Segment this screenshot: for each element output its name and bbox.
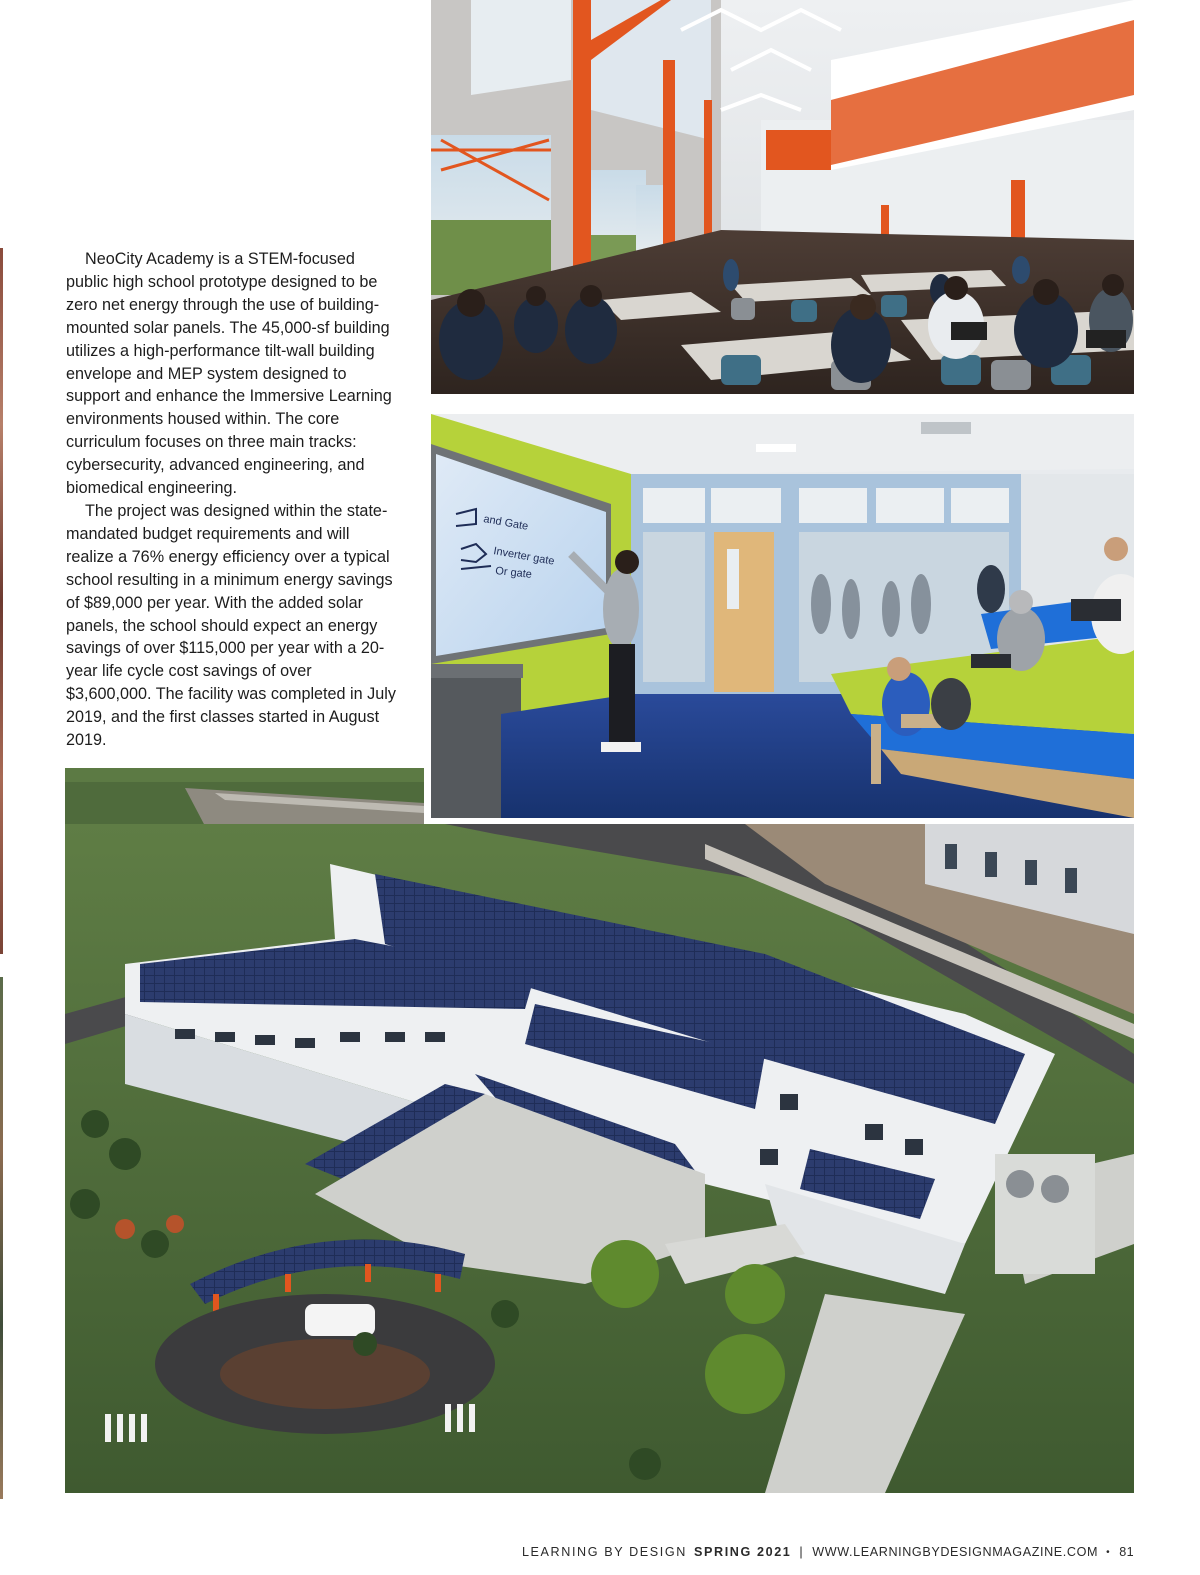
adjacent-page-edge <box>0 248 3 954</box>
whiteboard-text: Or gate <box>494 565 533 581</box>
aerial-photo-upper <box>65 768 424 826</box>
page-number: 81 <box>1119 1545 1134 1559</box>
article-paragraph: NeoCity Academy is a STEM-focused public high school prototype designed to be zero net energy through the use of building-mounted solar panels. The 45,000-sf building utilizes a high-performance tilt-wall building envelope and MEP system designed to support and enhance the Immersive Learning environments housed within. The core curriculum focuses on three main tracks: cybersecurity, advanced engineering, and biomedical engineering. <box>66 250 392 498</box>
footer-separator: | <box>799 1545 805 1559</box>
adjacent-page-edge <box>0 977 3 1499</box>
magazine-url[interactable]: WWW.LEARNINGBYDESIGNMAGAZINE.COM <box>812 1545 1099 1559</box>
whiteboard-text: and Gate <box>482 513 530 533</box>
issue-label: SPRING 2021 <box>694 1545 792 1559</box>
aerial-photo <box>65 824 1134 1493</box>
whiteboard-text: Inverter gate <box>492 545 556 568</box>
commons-photo <box>431 0 1134 394</box>
magazine-name: LEARNING BY DESIGN <box>521 1545 687 1559</box>
article-paragraph: The project was designed within the state-mandated budget requirements and will realize a 76% energy efficiency over a typical school resulting in a minimum energy savings of $89,000 per year. With the added solar panels, the school should expect an energy savings of over $115,000 per year with a 20-year life cycle cost savings of over $3,600,000. The facility was completed in July 2019, and the first classes started in August 2019. <box>66 501 396 750</box>
article-body <box>66 248 400 752</box>
footer-bullet: • <box>1106 1546 1112 1558</box>
page-footer <box>440 1541 1134 1563</box>
classroom-photo <box>431 414 1134 818</box>
